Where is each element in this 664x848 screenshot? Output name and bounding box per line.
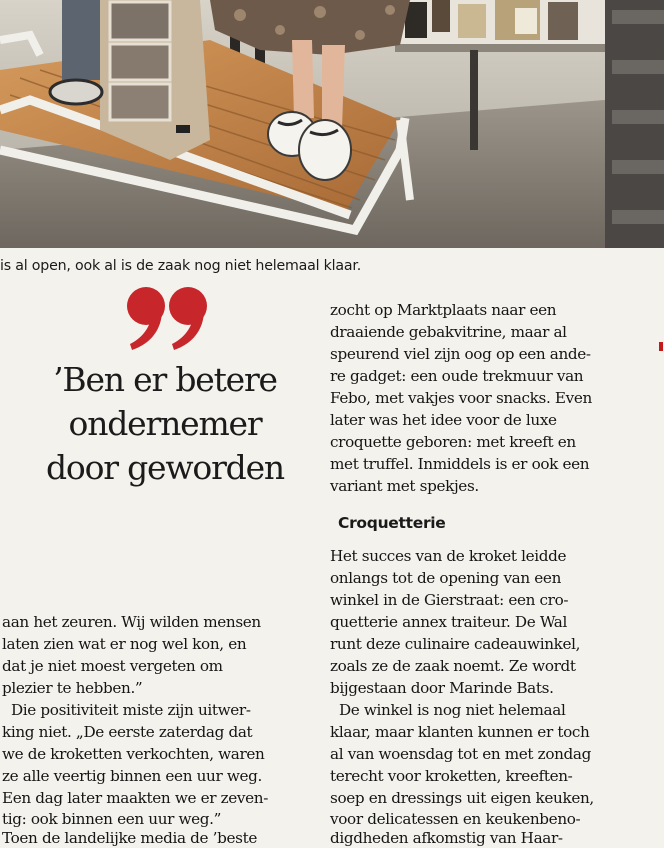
left-column-line: Die positiviteit miste zijn uitwer- <box>2 701 251 719</box>
right-column-line: Het succes van de kroket leidde <box>330 547 567 565</box>
right-column-line: al van woensdag tot en met zondag <box>330 745 591 763</box>
right-column-line: speurend viel zijn oog op een ande- <box>330 345 591 363</box>
left-column-line: laten zien wat er nog wel kon, en <box>2 635 247 653</box>
right-column-line: met truffel. Inmiddels is er ook een <box>330 455 590 473</box>
right-column-line: re gadget: een oude trekmuur van <box>330 367 584 385</box>
right-column-line: digdheden afkomstig van Haar- <box>330 829 563 847</box>
pull-quote-line: ondernemer <box>68 404 262 443</box>
left-column-line: plezier te hebben.” <box>2 679 143 697</box>
pull-quote-line: door geworden <box>46 448 284 487</box>
pull-quote-line: ’Ben er betere <box>53 360 277 399</box>
left-column-line: Toen de landelijke media de ’beste <box>2 829 257 847</box>
right-column-line: zocht op Marktplaats naar een <box>330 301 557 319</box>
left-column-line: we de kroketten verkochten, waren <box>2 745 265 763</box>
right-column-line: variant met spekjes. <box>330 477 479 495</box>
section-subheading: Croquetterie <box>338 514 446 532</box>
right-column-line: terecht voor kroketten, kreeften- <box>330 767 573 785</box>
right-column-line: De winkel is nog niet helemaal <box>330 701 566 719</box>
shop-interior-photo <box>0 0 664 248</box>
right-column-line: Febo, met vakjes voor snacks. Even <box>330 389 592 407</box>
right-column-line: zoals ze de zaak noemt. Ze wordt <box>330 657 576 675</box>
right-column-line: voor delicatessen en keukenbeno- <box>330 810 581 828</box>
left-column-line: aan het zeuren. Wij wilden mensen <box>2 613 261 631</box>
right-column-line: klaar, maar klanten kunnen er toch <box>330 723 590 741</box>
left-column-line: king niet. „De eerste zaterdag dat <box>2 723 253 741</box>
left-column-line: Een dag later maakten we er zeven- <box>2 789 268 807</box>
right-column-line: onlangs tot de opening van een <box>330 569 562 587</box>
right-column-line: later was het idee voor de luxe <box>330 411 557 429</box>
margin-mark <box>659 342 663 351</box>
left-column-line: ze alle veertig binnen een uur weg. <box>2 767 262 785</box>
left-column-line: tig: ook binnen een uur weg.” <box>2 810 222 828</box>
left-column-line: dat je niet moest vergeten om <box>2 657 223 675</box>
right-column-line: croquette geboren: met kreeft en <box>330 433 576 451</box>
right-column-line: bijgestaan door Marinde Bats. <box>330 679 554 697</box>
right-column-line: winkel in de Gierstraat: een cro- <box>330 591 569 609</box>
photo-caption: is al open, ook al is de zaak nog niet helemaal klaar. <box>0 258 362 274</box>
right-column-line: runt deze culinaire cadeauwinkel, <box>330 635 581 653</box>
quote-mark-icon <box>126 272 216 362</box>
right-column-line: soep en dressings uit eigen keuken, <box>330 789 594 807</box>
right-column-line: quetterie annex traiteur. De Wal <box>330 613 568 631</box>
right-column-line: draaiende gebakvitrine, maar al <box>330 323 567 341</box>
